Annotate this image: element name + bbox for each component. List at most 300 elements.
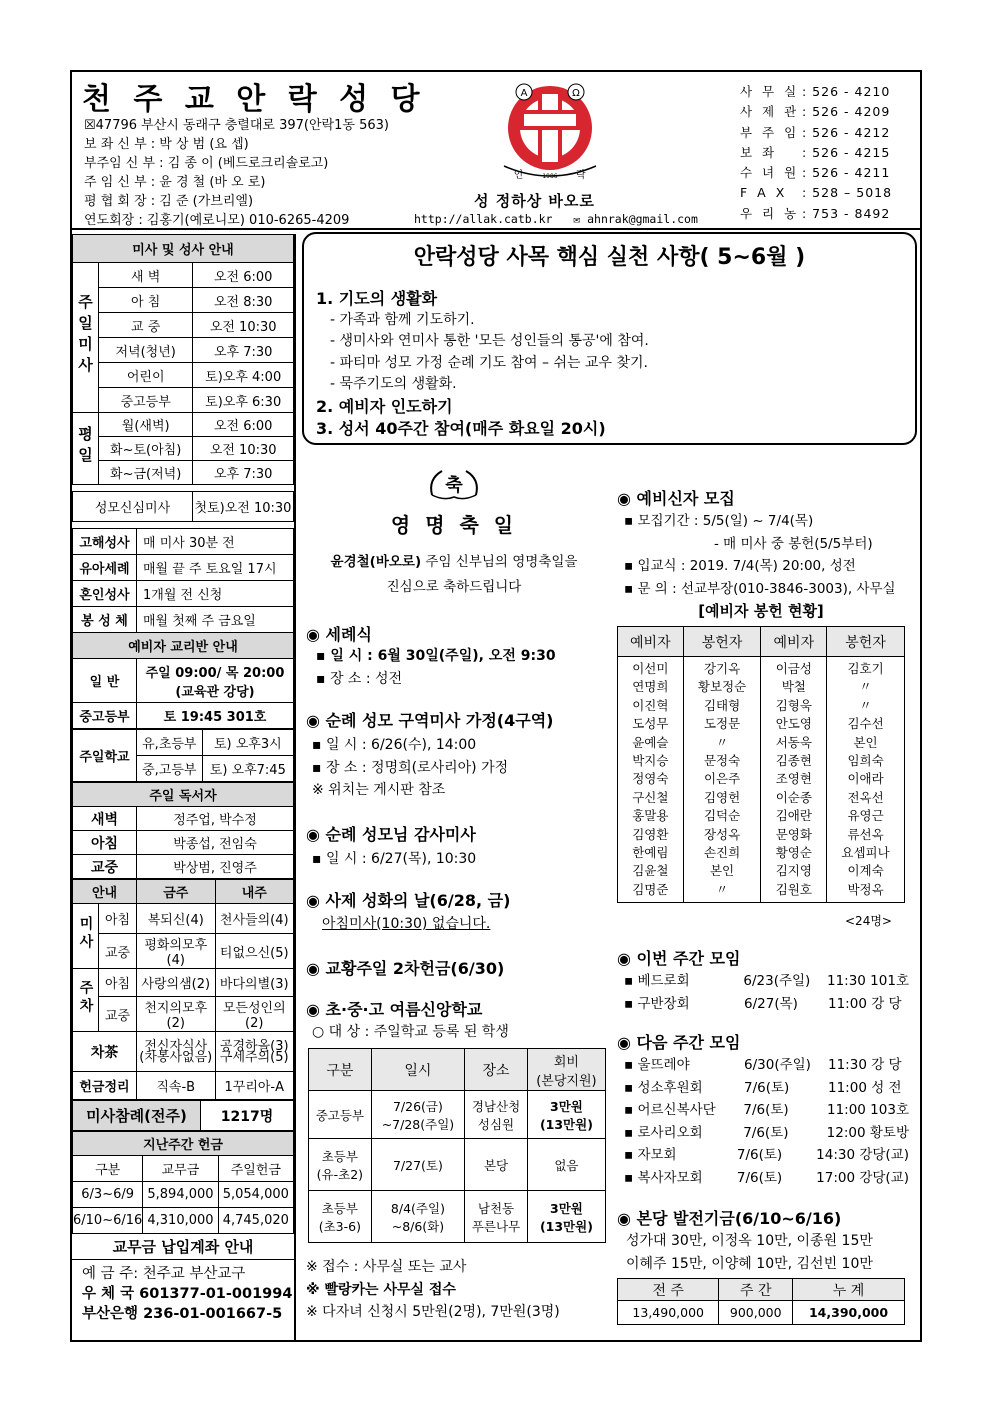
- status-cell: 전옥선: [847, 789, 884, 805]
- duty-group: 천지의모후(2): [137, 997, 216, 1032]
- attendance-count: 1217명: [201, 1101, 294, 1131]
- readers-title: 주일 독서자: [73, 783, 294, 807]
- status-cell: 이계숙: [847, 863, 884, 879]
- catechumen-title: 예비자 교리반 안내: [73, 633, 294, 659]
- meeting-row: [624, 1144, 909, 1167]
- meeting-date: 6/27(목): [744, 995, 798, 1012]
- fund-heading: ◉ 본당 발전기금(6/10~6/16): [617, 1209, 842, 1228]
- sacrament-info: 매 미사 30분 전: [137, 529, 294, 555]
- school-notes: [306, 1256, 560, 1324]
- status-cell: 황보정순: [697, 679, 747, 695]
- duty-head: 금주: [137, 880, 216, 904]
- banner-point: 2. 예비자 인도하기: [316, 396, 453, 416]
- parking-label: 주차: [73, 969, 99, 1032]
- mass-name: 어린이: [99, 363, 193, 388]
- status-cell: 이선미: [632, 661, 669, 676]
- offering-sunday: 4,745,020: [218, 1208, 293, 1234]
- phone-label: 사 제 관: [740, 104, 800, 120]
- offering-head: 주일헌금: [218, 1156, 293, 1182]
- church-logo: [494, 78, 606, 186]
- priest-heading: ◉ 사제 성화의 날(6/28, 금): [306, 891, 511, 910]
- pope-sunday-heading: ◉ 교황주일 2차헌금(6/30): [306, 959, 505, 978]
- school-col: 일시: [371, 1049, 464, 1091]
- phone-label: F A X: [740, 185, 788, 201]
- status-cell: 〃: [715, 881, 729, 897]
- status-cell: 강기옥: [703, 661, 741, 676]
- meeting-row: [624, 1122, 909, 1145]
- header-divider: [72, 228, 920, 230]
- church-title: 천 주 교 안 락 성 당: [82, 82, 426, 117]
- catechumen-status-table: [617, 626, 905, 903]
- meeting-date: 7/6(토): [743, 1102, 789, 1119]
- phone-line: [740, 123, 892, 143]
- status-cell: 김애란: [775, 808, 812, 824]
- meeting-date: 7/6(토): [743, 1124, 789, 1141]
- account-list: [72, 1264, 294, 1324]
- email-link[interactable]: ✉ ahnrak@gmail.com: [573, 212, 698, 226]
- logo-alpha: A: [520, 88, 528, 99]
- status-cell: 김수선: [847, 716, 884, 732]
- reader-mass: 아침: [73, 831, 137, 855]
- meeting-time-place: 11:30 강 당: [828, 1057, 902, 1073]
- thanks-heading: ◉ 순례 성모님 감사미사: [306, 825, 476, 844]
- banner-item: - 묵주기도의 생활화.: [330, 376, 457, 393]
- phone-line: [740, 204, 892, 224]
- fund-table: [617, 1278, 905, 1325]
- duty-group: 평화의모후(4): [137, 934, 216, 969]
- fund-col: 누 계: [793, 1279, 905, 1301]
- offering-table: [72, 1131, 294, 1234]
- status-col: 봉헌자: [827, 627, 905, 657]
- status-cell: 김호기: [847, 661, 884, 676]
- clergy-info: [84, 116, 389, 230]
- priest-note: 아침미사(10:30) 없습니다.: [322, 916, 491, 932]
- logo-omega: Ω: [572, 88, 580, 99]
- status-cell: 김지영: [775, 863, 812, 879]
- duty-mass: 교중: [99, 997, 137, 1032]
- sacrament-table: [72, 528, 294, 729]
- mary-mass-table: [72, 491, 294, 522]
- phone-label: 부 주 임: [740, 124, 800, 140]
- meeting-row: [624, 1167, 909, 1190]
- school-time: 토) 오후3시: [202, 730, 293, 756]
- offering-tithe: 5,894,000: [143, 1182, 218, 1208]
- feast-text: 진심으로 축하드립니다: [386, 579, 522, 595]
- tea-next-week: 공경하올(3) 구세주의(5): [215, 1032, 294, 1072]
- school-cell: 중고등부: [309, 1091, 372, 1139]
- school-cell: 3만원 (13만원): [527, 1091, 605, 1139]
- sunday-school-table: [72, 729, 294, 782]
- offering-period: 6/10~6/16: [73, 1208, 143, 1234]
- feast-title: 영 명 축 일: [390, 513, 518, 537]
- school-cell: 없음: [527, 1139, 605, 1191]
- meeting-row: [624, 970, 909, 993]
- status-cell: 김영헌: [703, 789, 741, 805]
- school-group: 중,고등부: [137, 756, 203, 782]
- money-this-week: 직속-B: [137, 1072, 216, 1100]
- school-cell: 7/27(토): [371, 1139, 464, 1191]
- mass-name: 저녁(청년): [99, 338, 193, 363]
- status-cell: 김윤철: [632, 863, 669, 879]
- meeting-name: ▪ 자모회: [624, 1147, 677, 1164]
- status-column: [761, 657, 827, 903]
- status-cell: 조영현: [775, 771, 812, 787]
- reader-names: 박상범, 진영주: [137, 855, 294, 879]
- duty-head: 내주: [215, 880, 294, 904]
- fund-value: 900,000: [719, 1301, 793, 1325]
- meeting-time-place: 11:30 101호: [826, 973, 909, 989]
- thanks-line: ▪ 일 시 : 6/27(목), 10:30: [312, 851, 477, 867]
- status-cell: 김종현: [775, 753, 812, 769]
- feast-badge: [304, 465, 604, 505]
- phone-line: [740, 102, 892, 122]
- laurel-icon: [424, 465, 484, 503]
- pilgrim-line: ▪ 장 소 : 정명희(로사리아) 가정: [312, 759, 509, 776]
- recruit-line: ▪ 입교식 : 2019. 7/4(목) 20:00, 성전: [624, 558, 856, 574]
- status-cell: 도정문: [703, 716, 741, 732]
- mass-title: 미사 및 성사 안내: [73, 235, 294, 263]
- attendance-label: 미사참례(전주): [73, 1101, 201, 1131]
- offering-tithe: 4,310,000: [143, 1208, 218, 1234]
- sacrament-info: 매월 첫째 주 금요일: [137, 607, 294, 633]
- mass-name: 새 벽: [99, 263, 193, 288]
- meeting-time-place: 12:00 황토방: [826, 1124, 909, 1141]
- status-count: <24명>: [845, 914, 892, 928]
- phone-label: 사 무 실: [740, 84, 800, 99]
- duty-group: 사랑의샘(2): [137, 969, 216, 997]
- meeting-date: 6/23(주일): [743, 973, 811, 989]
- mass-time: 오전 6:00: [193, 413, 294, 437]
- offering-period: 6/3~6/9: [73, 1182, 143, 1208]
- mass-name: 중고등부: [99, 388, 193, 413]
- banner-title: 안락성당 사목 핵심 실천 사항( 5~6월 ): [413, 245, 806, 270]
- duty-group: 바다의별(3): [215, 969, 294, 997]
- pilgrim-line: ※ 위치는 게시판 참조: [312, 782, 446, 798]
- meeting-date: 6/30(주일): [744, 1057, 811, 1073]
- school-col: 장소: [465, 1049, 528, 1091]
- this-week-list: [624, 970, 909, 1015]
- pilgrim-heading: ◉ 순례 성모 구역미사 가정(4구역): [306, 711, 554, 730]
- summer-school-target: ○ 대 상 : 주일학교 등록 된 학생: [312, 1024, 509, 1040]
- banner-point: 1. 기도의 생활화: [316, 289, 438, 308]
- status-cell: 서동욱: [775, 734, 812, 750]
- meeting-row: [624, 1077, 909, 1100]
- tea-label: 차茶: [73, 1032, 137, 1072]
- status-cell: 본인: [709, 863, 735, 879]
- offering-head: 교무금: [143, 1156, 218, 1182]
- recruit-line: - 매 미사 중 봉헌(5/5부터): [714, 535, 873, 552]
- phone-number: : 526 - 4209: [802, 104, 891, 120]
- feast-text: 주임 신부님의 영명축일을: [421, 554, 578, 570]
- feast-person: 윤경철(바오로): [330, 554, 422, 570]
- meeting-row: [624, 993, 909, 1016]
- fund-line: 이혜주 15만, 이양혜 10만, 김선빈 10만: [626, 1255, 873, 1272]
- fund-col: 전 주: [618, 1279, 719, 1301]
- general-place: (교육관 강당): [175, 684, 255, 700]
- school-cell: 초등부 (유-초2): [309, 1139, 372, 1191]
- status-cell: 손진희: [703, 845, 741, 861]
- baptism-line: ▪ 일 시 : 6월 30일(주일), 오전 9:30: [316, 648, 556, 664]
- patron-saint: 성 정하상 바오로: [474, 192, 595, 210]
- phone-line: [740, 82, 892, 102]
- meeting-name: ▪ 울뜨레야: [624, 1057, 690, 1073]
- tea-this-week: 전신자식사 (차봉사없음): [137, 1032, 216, 1072]
- phone-label: 우 리 농: [740, 205, 800, 221]
- money-next-week: 1꾸리아-A: [215, 1072, 294, 1100]
- mass-time: 토)오후 4:00: [193, 363, 294, 388]
- mass-name: 월(새벽): [99, 413, 193, 437]
- fund-donors: [626, 1230, 873, 1275]
- meeting-time-place: 17:00 강당(교): [816, 1169, 909, 1186]
- status-col: 예비자: [761, 627, 827, 657]
- school-cell: 7/26(금) ~7/28(주일): [371, 1091, 464, 1139]
- school-col: 구분: [309, 1049, 372, 1091]
- meeting-date: 7/6(토): [736, 1169, 783, 1186]
- status-column: [827, 657, 905, 903]
- school-cell: 초등부 (초3-6): [309, 1191, 372, 1243]
- status-column: [618, 657, 684, 903]
- fund-line: 성가대 30만, 이정옥 10만, 이종원 15만: [626, 1233, 873, 1249]
- youth-time: 토 19:45 301호: [137, 703, 294, 729]
- meeting-name: ▪ 복사자모회: [624, 1169, 703, 1186]
- fund-value: 13,490,000: [618, 1301, 719, 1325]
- meeting-name: ▪ 구반장회: [624, 995, 690, 1012]
- status-cell: 〃: [715, 734, 729, 750]
- school-note: ※ 접수 : 사무실 또는 교사: [306, 1259, 467, 1275]
- school-cell: 8/4(주일) ~8/6(화): [371, 1191, 464, 1243]
- status-cell: 홍말용: [632, 808, 669, 824]
- status-cell: 이애라: [847, 771, 884, 787]
- school-cell: 3만원 (13만원): [527, 1191, 605, 1243]
- duty-group: 티없으신(5): [215, 934, 294, 969]
- status-column: [683, 657, 761, 903]
- summer-school-table: [308, 1048, 606, 1243]
- status-cell: 김형욱: [775, 697, 812, 713]
- account-line: 부산은행 236-01-001667-5: [82, 1306, 283, 1322]
- summer-school-heading: ◉ 초·중·고 여름신앙학교: [306, 1000, 483, 1019]
- banner-point: 3. 성서 40주간 참여(매주 화요일 20시): [316, 418, 606, 438]
- status-cell: 이금성: [775, 661, 812, 676]
- phone-number: : 528 – 5018: [802, 185, 893, 201]
- status-cell: 정영숙: [632, 771, 669, 787]
- baptism-info: [316, 645, 556, 690]
- general-time: 주일 09:00/ 목 20:00: [145, 665, 285, 681]
- phone-number: : 753 - 8492: [802, 205, 891, 221]
- fund-value: 14,390,000: [793, 1301, 905, 1325]
- sacrament-name: 봉 성 체: [73, 607, 137, 633]
- fund-col: 주 간: [719, 1279, 793, 1301]
- recruit-line: ▪ 문 의 : 선교부장(010-3846-3003), 사무실: [624, 580, 896, 597]
- duty-head: 안내: [73, 880, 137, 904]
- pastoral-banner: [302, 232, 917, 445]
- school-time: 토) 오후7:45: [202, 756, 293, 782]
- baptism-line: ▪ 장 소 : 성전: [316, 670, 403, 687]
- next-week-list: [624, 1054, 909, 1190]
- meeting-time-place: 11:00 103호: [826, 1102, 909, 1119]
- recruit-info: [624, 510, 896, 600]
- recruit-heading: ◉ 예비신자 모집: [617, 489, 735, 508]
- website-link[interactable]: http://allak.catb.kr: [414, 212, 553, 226]
- center-column: [304, 465, 604, 600]
- mary-mass-label: 성모신심미사: [73, 492, 193, 522]
- meeting-name: ▪ 베드로회: [624, 973, 690, 989]
- status-col: 예비자: [618, 627, 684, 657]
- banner-body: [316, 288, 649, 439]
- reader-names: 박종섭, 전임숙: [137, 831, 294, 855]
- phone-number: : 526 - 4211: [802, 165, 891, 181]
- meeting-date: 7/6(토): [736, 1147, 783, 1164]
- duty-mass: 아침: [99, 969, 137, 997]
- phone-line: [740, 163, 892, 183]
- logo-year: 1986: [542, 173, 558, 180]
- baptism-heading: ◉ 세례식: [306, 625, 372, 644]
- offering-sunday: 5,054,000: [218, 1182, 293, 1208]
- status-title: [예비자 봉헌 현황]: [698, 602, 824, 620]
- mass-time: 오후 7:30: [193, 461, 294, 485]
- account-title: 교무금 납입계좌 안내: [72, 1234, 294, 1260]
- mary-mass-time: 첫토)오전 10:30: [193, 492, 294, 522]
- phone-number: : 526 - 4215: [802, 144, 891, 160]
- mass-time: 오전 8:30: [193, 288, 294, 313]
- mass-schedule-table: [72, 234, 294, 485]
- status-cell: 연명희: [632, 679, 669, 695]
- status-cell: 문정숙: [703, 753, 741, 769]
- meeting-time-place: 11:00 성 전: [828, 1079, 902, 1096]
- reader-mass: 새벽: [73, 807, 137, 831]
- status-cell: 임희숙: [847, 753, 884, 769]
- duty-group: 모든성인의(2): [215, 997, 294, 1032]
- status-cell: 김영환: [632, 826, 669, 842]
- offering-title: 지난주간 헌금: [73, 1132, 294, 1156]
- sacrament-info: 1개월 전 신청: [137, 581, 294, 607]
- status-cell: 박지승: [632, 753, 669, 769]
- meeting-time-place: 11:00 강 당: [828, 995, 902, 1012]
- clergy-line: 보 좌 신 부 : 박 상 범 (요 셉): [84, 137, 249, 152]
- mass-name: 화~금(저녁): [99, 461, 193, 485]
- status-cell: 이진혁: [632, 697, 669, 713]
- phone-line: [740, 183, 892, 203]
- school-col: 회비 (본당지원): [527, 1049, 605, 1091]
- account-line: 예 금 주: 천주교 부산교구: [82, 1266, 246, 1282]
- phone-label: 보 좌: [740, 144, 778, 160]
- mass-time: 오전 6:00: [193, 263, 294, 288]
- phone-line: [740, 143, 892, 163]
- duty-mass: 교중: [99, 934, 137, 969]
- status-cell: 이은주: [703, 771, 741, 787]
- sunday-label: 주일미사: [73, 263, 99, 413]
- phone-label: 수 녀 원: [740, 165, 800, 181]
- meeting-row: [624, 1099, 909, 1122]
- status-col: 봉헌자: [683, 627, 761, 657]
- status-cell: 장성옥: [703, 826, 741, 842]
- this-week-heading: ◉ 이번 주간 모임: [617, 949, 741, 968]
- clergy-line: 평 협 회 장 : 김 준 (가브리엘): [84, 194, 254, 209]
- status-cell: 도성무: [632, 716, 669, 732]
- phone-number: : 526 - 4210: [802, 84, 891, 99]
- offering-head: 구분: [73, 1156, 143, 1182]
- status-cell: 박철: [781, 679, 806, 695]
- sacrament-info: 매월 끝 주 토요일 17시: [137, 555, 294, 581]
- status-cell: 구신철: [632, 789, 669, 805]
- contact-line: [414, 212, 698, 226]
- mass-guide-label: 미사: [73, 904, 99, 969]
- status-cell: 김명준: [632, 881, 669, 897]
- left-column: [72, 234, 296, 1340]
- duty-group: 복되신(4): [137, 904, 216, 934]
- feast-message: [304, 550, 604, 600]
- phone-list: [740, 82, 892, 224]
- meeting-name: ▪ 로사리오회: [624, 1124, 703, 1141]
- recruit-line: ▪ 모집기간 : 5/5(일) ~ 7/4(목): [624, 513, 814, 529]
- meeting-date: 7/6(토): [744, 1079, 790, 1096]
- mass-name: 화~토(아침): [99, 437, 193, 461]
- meeting-name: ▪ 성소후원회: [624, 1079, 703, 1096]
- banner-item: - 파티마 성모 가정 순례 기도 참여 – 쉬는 교우 찾기.: [330, 354, 648, 371]
- mass-name: 교 중: [99, 313, 193, 338]
- status-cell: 황영순: [775, 845, 812, 861]
- clergy-line: 부주임 신 부 : 김 종 이 (베드로크리솔로고): [84, 156, 329, 171]
- sacrament-name: 유아세례: [73, 555, 137, 581]
- money-label: 헌금정리: [73, 1072, 137, 1100]
- clergy-line: 주 임 신 부 : 윤 경 철 (바 오 로): [84, 175, 266, 190]
- duty-mass: 아침: [99, 904, 137, 934]
- meeting-time-place: 14:30 강당(교): [816, 1147, 909, 1164]
- general-label: 일 반: [73, 659, 137, 703]
- mass-time: 오전 10:30: [193, 313, 294, 338]
- school-note: ※ 빨랑카는 사무실 접수: [306, 1281, 456, 1298]
- status-cell: 문영화: [775, 826, 812, 842]
- reader-mass: 교중: [73, 855, 137, 879]
- banner-item: - 생미사와 연미사 통한 '모든 성인들의 통공'에 참여.: [330, 333, 649, 350]
- banner-item: - 가족과 함께 기도하기.: [330, 311, 475, 328]
- status-cell: 본인: [853, 734, 878, 750]
- logo-rak: 락: [576, 170, 586, 181]
- mass-time: 오후 7:30: [193, 338, 294, 363]
- school-group: 유,초등부: [137, 730, 203, 756]
- status-cell: 윤예슬: [632, 734, 669, 750]
- account-line: 우 체 국 601377-01-001994: [82, 1286, 293, 1302]
- readers-table: [72, 782, 294, 879]
- pilgrim-info: [312, 734, 508, 802]
- status-cell: 안도영: [775, 716, 812, 732]
- status-cell: 김원호: [775, 881, 812, 897]
- status-cell: 김태형: [703, 697, 741, 713]
- attendance-table: [72, 1100, 294, 1131]
- status-cell: 〃: [859, 679, 872, 695]
- pilgrim-line: ▪ 일 시 : 6/26(수), 14:00: [312, 737, 477, 753]
- sacrament-name: 고해성사: [73, 529, 137, 555]
- status-cell: 류선옥: [847, 826, 884, 842]
- logo-an: 안: [514, 170, 524, 181]
- school-note: ※ 다자녀 신청시 5만원(2명), 7만원(3명): [306, 1304, 560, 1320]
- feast-badge-text: 축: [445, 475, 463, 496]
- school-cell: 남천동 푸른나무: [465, 1191, 528, 1243]
- address-line: ☒47796 부산시 동래구 충렬대로 397(안락1동 563): [84, 118, 389, 133]
- school-cell: 경남산청 성심원: [465, 1091, 528, 1139]
- mass-name: 아 침: [99, 288, 193, 313]
- status-cell: 요셉피나: [841, 845, 890, 861]
- meeting-name: ▪ 어르신복사단: [624, 1102, 716, 1119]
- next-week-heading: ◉ 다음 주간 모임: [617, 1033, 741, 1052]
- status-cell: 한예림: [632, 845, 669, 861]
- duty-group: 천사들의(4): [215, 904, 294, 934]
- status-cell: 김덕순: [703, 808, 741, 824]
- meeting-row: [624, 1054, 909, 1077]
- weekday-label: 평일: [73, 413, 99, 485]
- duty-table: [72, 879, 294, 1100]
- mass-time: 오전 10:30: [193, 437, 294, 461]
- youth-label: 중고등부: [73, 703, 137, 729]
